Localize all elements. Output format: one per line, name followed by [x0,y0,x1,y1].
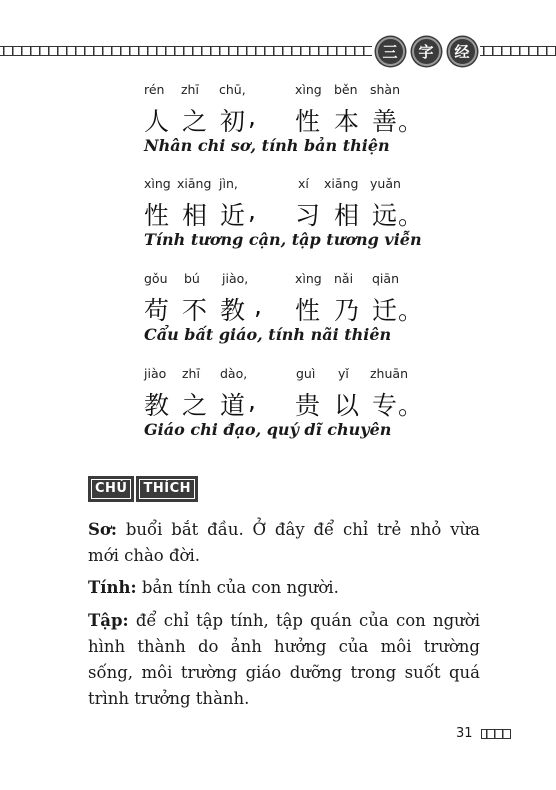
pinyin: xiāng [324,176,359,191]
hanzi-punct: 。 [398,296,424,325]
pinyin: jiào, [222,271,249,286]
hanzi: 相 [182,201,208,230]
hanzi: 迁 [372,296,398,325]
vietnamese-reading: Giáo chi đạo, quý dĩ chuyên [144,420,392,439]
verse-3 [144,271,444,344]
hanzi-punct: 。 [398,201,424,230]
hanzi: 以 [334,391,360,420]
pinyin: zhī [182,366,200,381]
note-item [88,608,480,712]
hanzi: 乃 [334,296,360,325]
hanzi-punct: , [254,291,262,320]
title-badge: 经 [448,37,477,66]
verse-1 [144,82,444,155]
hanzi-punct: , [248,102,256,131]
pinyin: rén [144,82,165,97]
hanzi: 道 [220,391,246,420]
hanzi: 教 [144,391,170,420]
page-header [0,34,556,68]
hanzi-punct: , [248,196,256,225]
note-item [88,517,480,569]
note-term: Tập: [88,611,129,630]
pinyin: xìng [295,82,322,97]
verse-4 [144,366,444,439]
hanzi: 近 [220,201,246,230]
note-text: buổi bắt đầu. Ở đây để chỉ trẻ nhỏ vừa mới chào đời. [88,520,480,565]
pinyin-line [144,271,444,287]
vietnamese-reading: Tính tương cận, tập tương viễn [144,230,422,249]
pinyin-line [144,176,444,192]
hanzi: 远 [372,201,398,230]
notes-heading-part: THÍCH [136,476,198,502]
page-number: 31 [456,726,473,741]
title-badge: 字 [412,37,441,66]
hanzi-line [144,192,444,228]
hanzi: 性 [144,201,170,230]
pinyin: xìng [144,176,171,191]
decorative-border-footer [481,729,511,739]
note-item [88,575,480,601]
hanzi: 性 [295,296,321,325]
hanzi: 之 [182,391,208,420]
pinyin: xìng [295,271,322,286]
hanzi: 性 [295,107,321,136]
pinyin: yǐ [338,366,349,381]
hanzi: 善 [372,107,398,136]
title-badge: 三 [376,37,405,66]
pinyin: běn [334,82,358,97]
pinyin: nǎi [334,271,354,286]
hanzi-line [144,382,444,418]
vietnamese-reading: Nhân chi sơ, tính bản thiện [144,136,390,155]
pinyin: gǒu [144,271,168,286]
hanzi: 初 [220,107,246,136]
pinyin: shàn [370,82,401,97]
hanzi: 教 [220,296,246,325]
pinyin: guì [296,366,316,381]
hanzi: 之 [182,107,208,136]
pinyin: xiāng [177,176,212,191]
hanzi: 习 [295,201,321,230]
pinyin-line [144,366,444,382]
pinyin: zhī [181,82,199,97]
hanzi: 苟 [144,296,170,325]
decorative-border-left [0,46,372,56]
hanzi: 不 [182,296,208,325]
note-text: để chỉ tập tính, tập quán của con người hình thành do ảnh hưởng của môi trường sống, môi trường giáo dưỡng trong suốt quá trình trưởng thành. [88,611,480,708]
note-text: bản tính của con người. [136,578,339,597]
hanzi: 专 [372,391,398,420]
hanzi-punct: 。 [398,107,424,136]
pinyin: dào, [220,366,248,381]
pinyin: jìn, [219,176,238,191]
title-badges [372,34,480,68]
pinyin: yuǎn [370,176,401,191]
pinyin: chū, [219,82,246,97]
hanzi-line [144,98,444,134]
notes-heading-part: CHÚ [88,476,134,502]
page-footer [456,726,511,741]
pinyin: qiān [372,271,399,286]
hanzi-punct: 。 [398,391,424,420]
hanzi-line [144,287,444,323]
notes-heading [88,476,200,502]
decorative-border-right [480,46,556,56]
hanzi-punct: , [248,386,256,415]
vietnamese-reading: Cẩu bất giáo, tính nãi thiên [144,325,392,344]
pinyin: jiào [144,366,167,381]
pinyin: zhuān [370,366,408,381]
note-term: Tính: [88,578,137,597]
note-term: Sơ: [88,520,118,539]
pinyin-line [144,82,444,98]
hanzi: 贵 [295,391,321,420]
pinyin: xí [298,176,309,191]
pinyin: bú [184,271,200,286]
verse-2 [144,176,444,249]
hanzi: 相 [334,201,360,230]
hanzi: 本 [334,107,360,136]
hanzi: 人 [144,107,170,136]
